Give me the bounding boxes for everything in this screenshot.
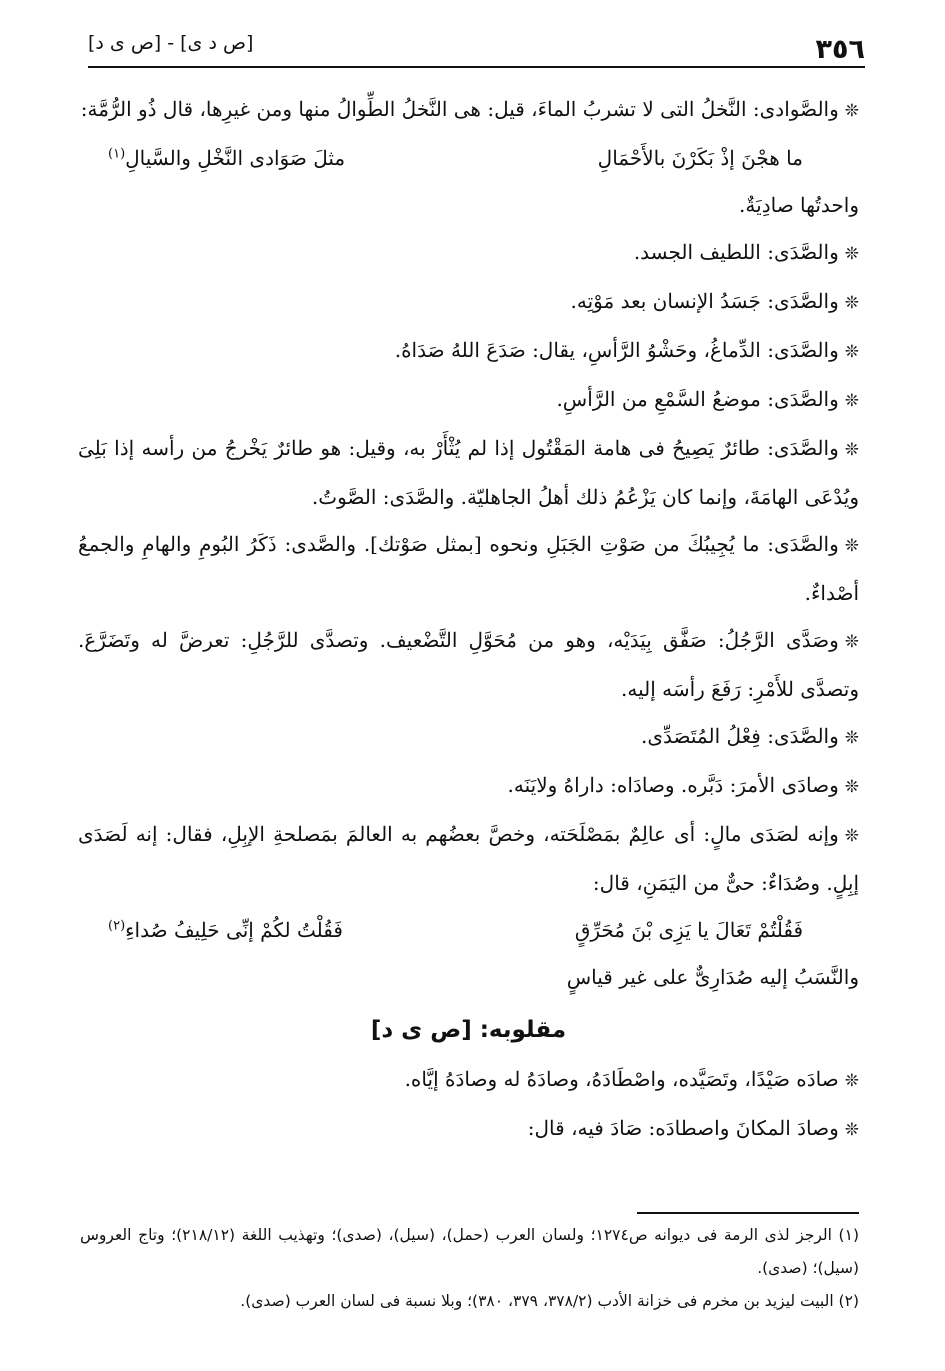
running-head: [ص د ى] - [ص ى د] [88, 32, 254, 54]
entry-2 [78, 229, 859, 278]
entry-4 [78, 327, 859, 376]
verse-2 [78, 907, 859, 954]
entry-text: والصَّدَى: اللطيف الجسد. [633, 240, 839, 264]
entry-text: وصَدَّى الرَّجُلُ: صَفَّق بِيَدَيْه، وهو من مُحَوَّلِ التَّضْعيف. وتصدَّى للرَّجُلِ: تعرضَّ له وتَضَرَّعَ. وتصدَّى للأَمْرِ: رَفَعَ رأسَه إليه. [78, 628, 859, 701]
star-icon: ❊ [844, 1071, 859, 1091]
entry-11-continuation: والنَّسَبُ إليه صُدَارِىٌّ على غير قياسٍ [566, 965, 859, 989]
entry-text: والصَّدَى: طائرٌ يَصِيحُ فى هامة المَقْتُول إذا لم يُثْأَرْ به، وقيل: هو طائرٌ يَخْرجُ من رأسه إذا بَلِىَ ويُدْعَى الهامَةَ، وإنما كان يَزْعُمُ ذلك أهلُ الجاهليّة. والصَّدَى: الصَّوتُ. [78, 436, 859, 509]
star-icon: ❊ [844, 728, 859, 748]
entry-text: والصَّدَى: موضعُ السَّمْعِ من الرَّأسِ. [556, 387, 839, 411]
entry-text: والصَّدَى: ما يُجِيبُكَ من صَوْتِ الجَبَلِ ونحوه [بمثل صَوْتك]. والصَّدى: ذَكَرُ البُومِ والهامِ والجمعُ أصْداءٌ. [78, 532, 859, 605]
page-number: ٣٥٦ [815, 34, 865, 65]
star-icon: ❊ [844, 101, 859, 121]
entry-8 [78, 617, 859, 713]
star-icon: ❊ [844, 536, 859, 556]
entry-3 [78, 278, 859, 327]
star-icon: ❊ [844, 777, 859, 797]
verse-2-second-hemistich [108, 907, 343, 954]
star-icon: ❊ [844, 391, 859, 411]
star-icon: ❊ [844, 293, 859, 313]
entry-text: وصادَ المكانَ واصطادَه: صَادَ فيه، قال: [527, 1116, 839, 1140]
star-icon: ❊ [844, 440, 859, 460]
footnotes [80, 1219, 859, 1318]
star-icon: ❊ [844, 1120, 859, 1140]
verse-1-second-hemistich [108, 135, 345, 182]
entry-text: وإنه لصَدَى مالٍ: أى عالِمٌ بمَصْلَحَته، وخصَّ بعضُهم به العالمَ بمَصلحةِ الإبِلِ، فقال: إنه لَصَدَى إبِلٍ. وصُدَاءٌ: حىٌّ من اليَمَنِ، قال: [78, 822, 859, 895]
star-icon: ❊ [844, 342, 859, 362]
entry-text: والصَّدَى: الدِّماغُ، وحَشْوُ الرَّأسِ، يقال: صَدَعَ اللهُ صَدَاهُ. [394, 338, 839, 362]
footnote-marker: (٢) [108, 918, 126, 934]
entry-10 [78, 762, 859, 811]
footnote-marker: (١) [108, 146, 126, 162]
entry-9 [78, 713, 859, 762]
footnote-divider [637, 1212, 859, 1214]
star-icon: ❊ [844, 244, 859, 264]
page-header [88, 28, 865, 68]
entry-text: والصَّدَى: جَسَدُ الإنسان بعد مَوْتِه. [570, 289, 839, 313]
verse-1 [78, 135, 859, 182]
section-heading: مقلوبه: [ص ى د] [370, 1017, 567, 1043]
entry-5 [78, 376, 859, 425]
entry-1-continuation: واحدتُها صادِيَةٌ. [739, 193, 859, 217]
entry-6 [78, 425, 859, 521]
hemistich-text: فَقُلْتُ لكُمْ إنِّى حَلِيفُ صُداءِ [125, 918, 343, 942]
verse-1-first-hemistich: ما هجْنَ إذْ بَكَرْنَ بالأَحْمَالِ [597, 146, 803, 170]
footnote-2: (٢) البيت ليزيد بن مخرم فى خزانة الأدب (٣٧٨/٢، ٣٧٩، ٣٨٠)؛ وبلا نسبة فى لسان العرب (صدى). [240, 1292, 859, 1310]
star-icon: ❊ [844, 826, 859, 846]
entry-7 [78, 521, 859, 617]
star-icon: ❊ [844, 632, 859, 652]
hemistich-text: مثلَ صَوَادى النَّخْلِ والسَّيالِ [125, 146, 346, 170]
entry-11 [78, 811, 859, 907]
entry-13 [78, 1105, 859, 1154]
entry-text: صادَه صَيْدًا، وتَصَيَّده، واصْطَادَهُ، وصادَهُ له وصادَهُ إيَّاه. [404, 1067, 839, 1091]
entry-text: والصَّوادى: النَّخلُ التى لا تشربُ الماءَ، قيل: هى النَّخلُ الطِّوالُ منها ومن غيرِها، قال ذُو الرُّمَّة: [80, 97, 839, 121]
main-text [78, 86, 859, 1154]
verse-2-first-hemistich: فَقُلْتُمْ تَعَالَ يا يَزِى بْنَ مُحَرِّقٍ [574, 918, 803, 942]
footnote-1: (١) الرجز لذى الرمة فى ديوانه ص١٢٧٤؛ ولسان العرب (حمل)، (سيل)، (صدى)؛ وتهذيب اللغة (٢١٨/١٢)؛ وتاج العروس (سيل)؛ (صدى). [80, 1226, 859, 1277]
entry-1 [78, 86, 859, 135]
entry-text: وصادَى الأمرَ: دَبَّره. وصادَاه: داراهُ ولايَنَه. [507, 773, 839, 797]
entry-text: والصَّدَى: فِعْلُ المُتَصَدِّى. [641, 724, 839, 748]
entry-12 [78, 1056, 859, 1105]
